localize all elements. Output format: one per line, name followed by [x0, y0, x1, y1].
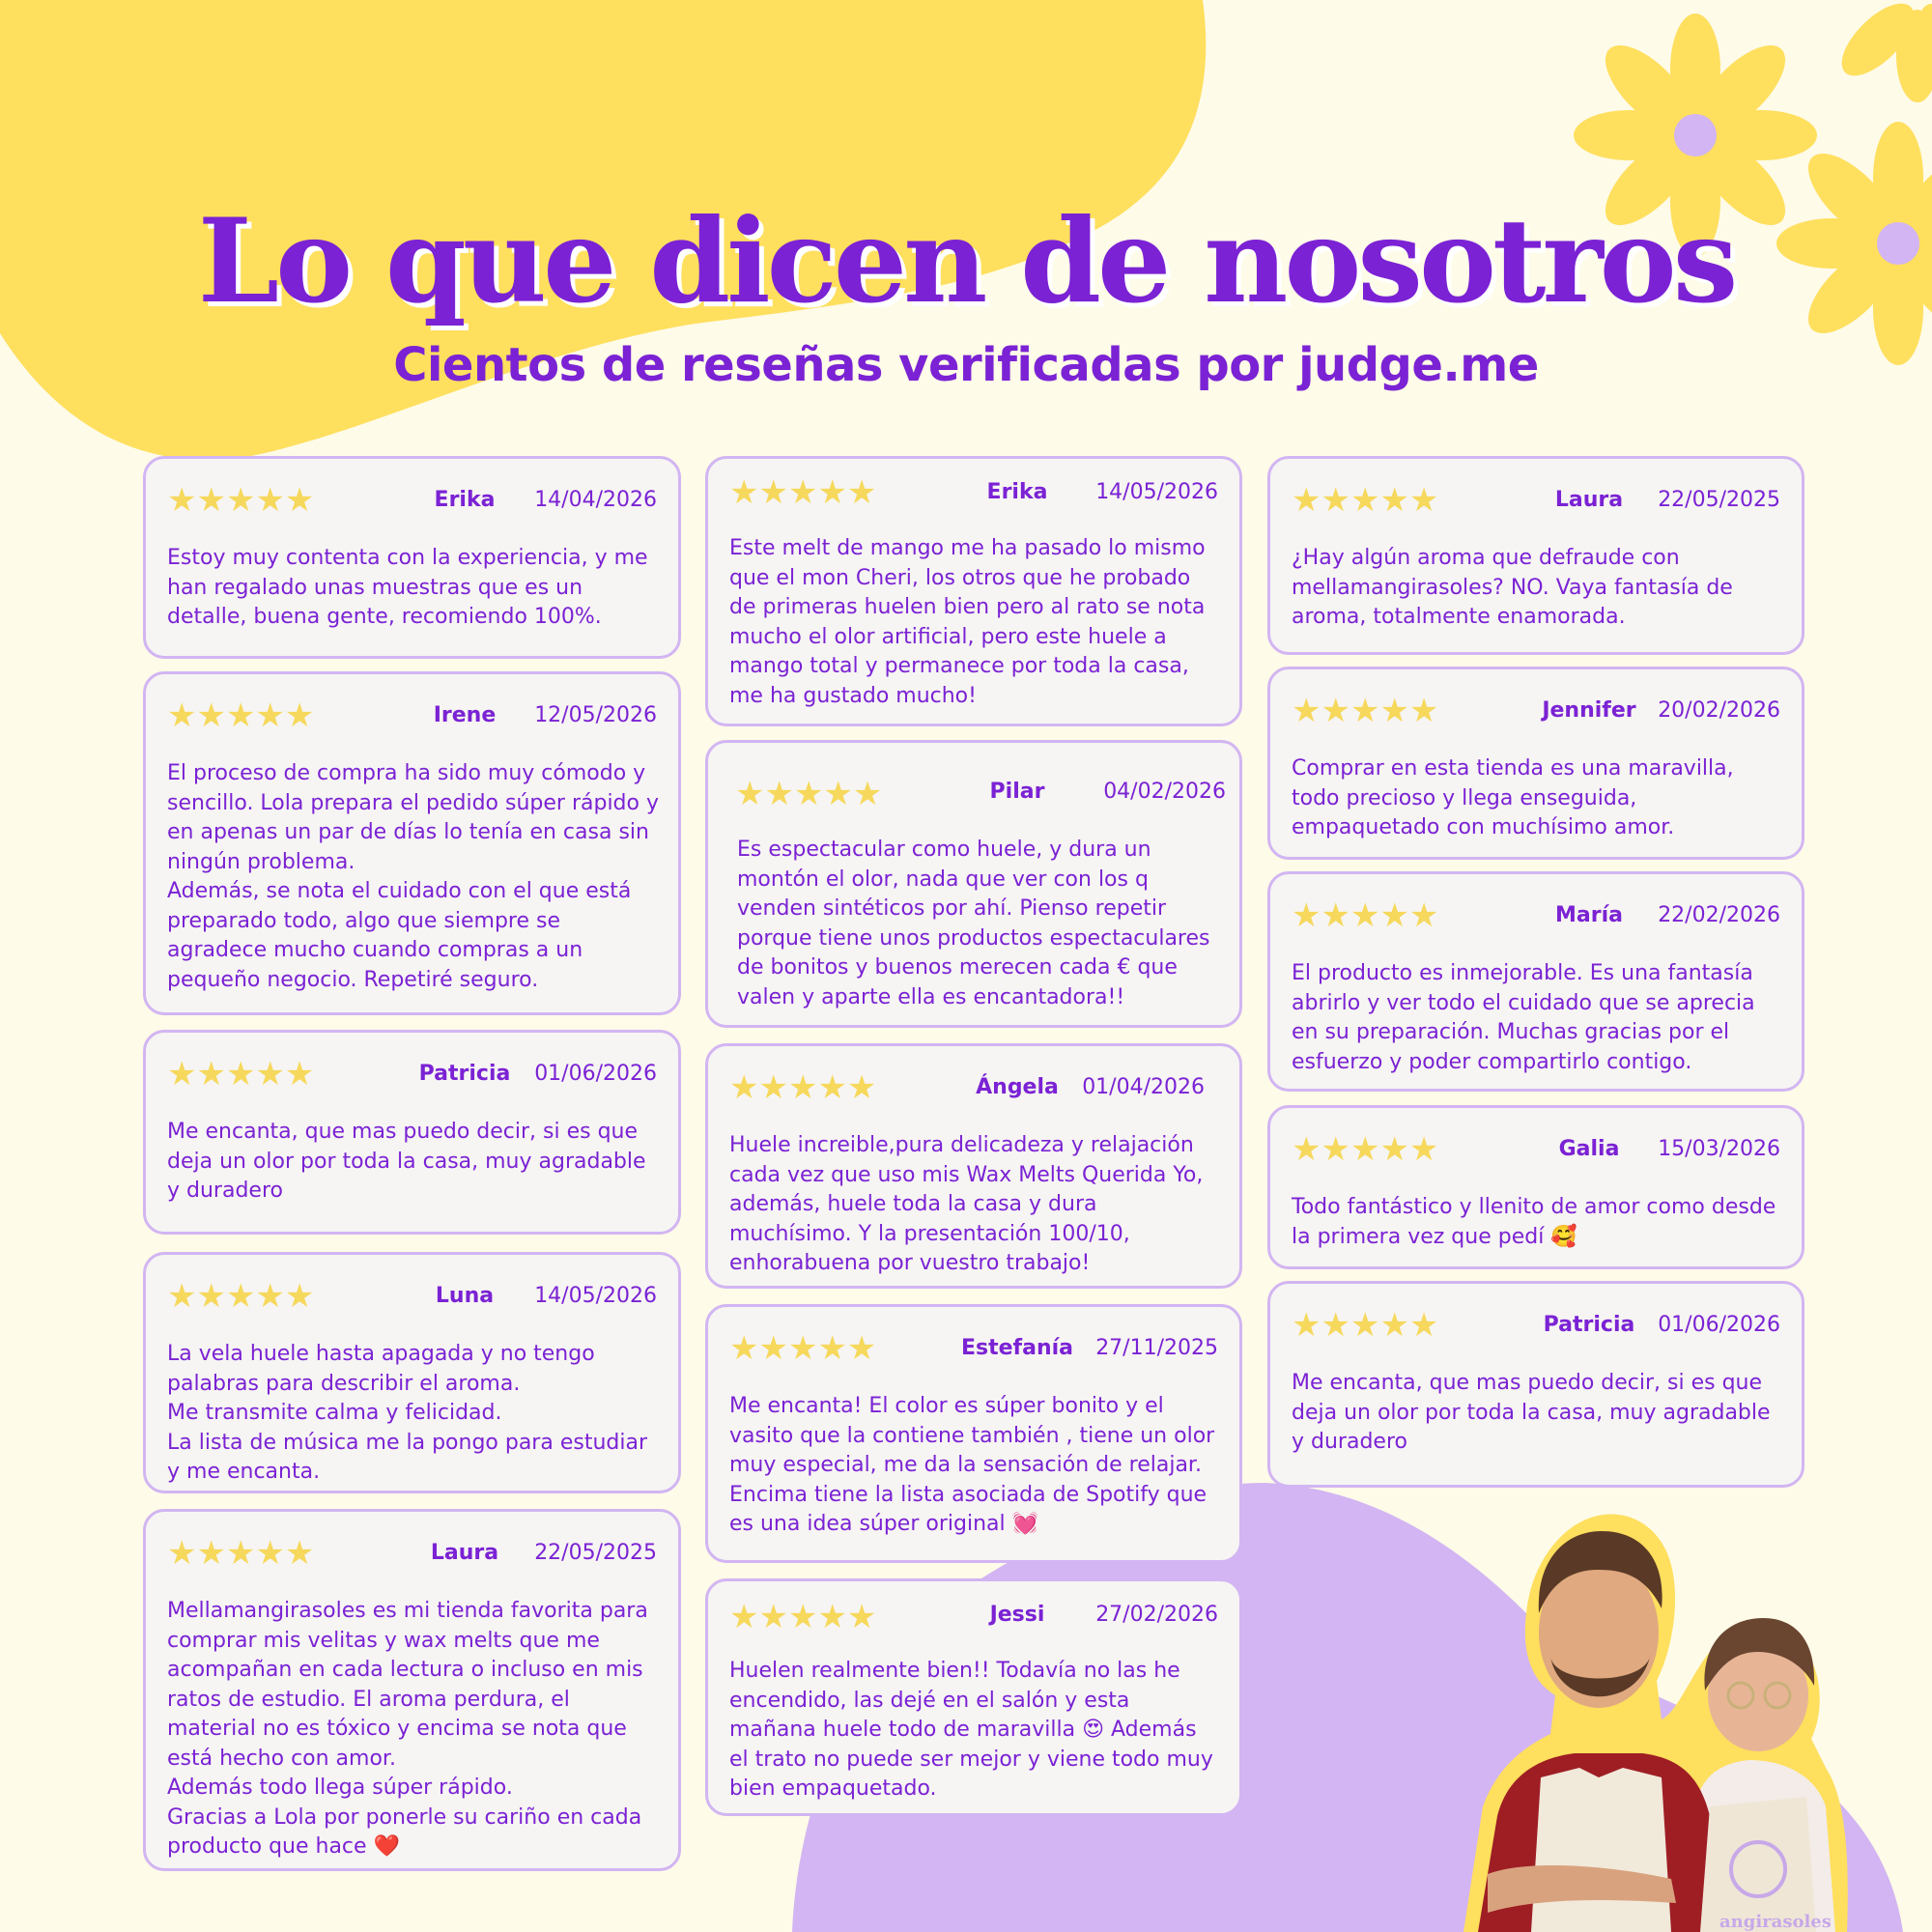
review-text: El producto es inmejorable. Es una fantasía abrirlo y ver todo el cuidado que se aprecia en su preparación. Muchas gracias por el esfuerzo y poder compartirlo contigo.	[1292, 961, 1755, 1074]
review-date: 04/02/2026	[1103, 780, 1226, 804]
review-date: 14/05/2026	[1095, 480, 1218, 504]
review-card	[1267, 1281, 1804, 1488]
review-text: Comprar en esta tienda es una maravilla, todo precioso y llega enseguida, empaquetado con muchísimo amor.	[1292, 756, 1734, 839]
review-text: La vela huele hasta apagada y no tengo palabras para describir el aroma. Me transmite calma y felicidad. La lista de música me la pongo para estudiar y me encanta.	[167, 1342, 647, 1484]
review-card	[143, 1509, 681, 1871]
review-card	[1267, 871, 1804, 1092]
page-title: Lo que dicen de nosotros	[197, 193, 1735, 329]
review-card	[1267, 456, 1804, 655]
reviewer-name: María	[1555, 903, 1623, 927]
star-rating: ★★★★★	[167, 481, 315, 520]
review-date: 20/02/2026	[1658, 698, 1780, 723]
owners-photo	[1352, 1488, 1855, 1932]
star-rating: ★★★★★	[735, 775, 883, 813]
star-rating: ★★★★★	[167, 1277, 315, 1316]
review-date: 22/05/2025	[534, 1541, 657, 1565]
review-card	[705, 1043, 1242, 1289]
review-text: Huelen realmente bien!! Todavía no las he encendido, las dejé en el salón y esta mañana huele todo de maravilla 😍 Además el trato no puede ser mejor y viene todo muy bien empaquetado.	[729, 1659, 1213, 1801]
review-text: Mellamangirasoles es mi tienda favorita para comprar mis velitas y wax melts que me acompañan en cada lectura o incluso en mis ratos de estudio. El aroma perdura, el material no es tóxico y encima se nota que está hecho con amor. Además todo llega súper rápido. Gracias a Lola por ponerle su cariño en cada producto que hace ❤️	[167, 1599, 648, 1859]
review-date: 27/11/2025	[1095, 1336, 1218, 1360]
review-card	[143, 456, 681, 659]
reviewer-name: Estefanía	[960, 1336, 1074, 1360]
review-text: Este melt de mango me ha pasado lo mismo que el mon Cheri, los otros que he probado de primeras huelen bien pero al rato se nota mucho el olor artificial, pero este huele a mango total y permanece por toda la casa, me ha gustado mucho!	[729, 536, 1206, 708]
reviewer-name: Pilar	[989, 780, 1045, 804]
review-card	[705, 1304, 1242, 1563]
reviewer-name: Erika	[986, 480, 1048, 504]
review-date: 15/03/2026	[1658, 1137, 1780, 1161]
review-text: Todo fantástico y llenito de amor como desde la primera vez que pedí 🥰	[1292, 1195, 1776, 1249]
review-text: Es espectacular como huele, y dura un montón el olor, nada que ver con los q venden sintéticos por ahí. Pienso repetir porque tiene unos productos espectaculares de bonitos y buenos merecen cada € que valen y aparte ella es encantadora!!	[737, 838, 1210, 1009]
star-rating: ★★★★★	[167, 1534, 315, 1573]
star-rating: ★★★★★	[729, 1068, 877, 1107]
reviewer-name: Jessi	[989, 1603, 1045, 1627]
review-card	[705, 1578, 1242, 1816]
reviewer-name: Irene	[433, 703, 497, 727]
star-rating: ★★★★★	[1292, 1130, 1439, 1169]
star-rating: ★★★★★	[729, 1598, 877, 1636]
star-rating: ★★★★★	[1292, 1306, 1439, 1345]
review-date: 22/02/2026	[1658, 903, 1780, 927]
star-rating: ★★★★★	[1292, 896, 1439, 935]
review-text: Huele increible,pura delicadeza y relajación cada vez que uso mis Wax Melts Querida Yo, además, huele toda la casa y dura muchísimo. Y la presentación 100/10, enhorabuena por vuestro trabajo!	[729, 1133, 1204, 1275]
reviewer-name: Galia	[1558, 1137, 1620, 1161]
review-card	[705, 740, 1242, 1028]
review-text: Estoy muy contenta con la experiencia, y me han regalado unas muestras que es un detalle, buena gente, recomiendo 100%.	[167, 546, 648, 629]
star-rating: ★★★★★	[729, 1329, 877, 1368]
reviewer-name: Laura	[430, 1541, 499, 1565]
review-text: Me encanta! El color es súper bonito y el vasito que la contiene también , tiene un olor muy especial, me da la sensación de relajar. Encima tiene la lista asociada de Spotify que es una idea súper original 💓	[729, 1394, 1215, 1536]
apron-text: angirasoles	[1719, 1912, 1832, 1932]
review-date: 01/06/2026	[534, 1062, 657, 1086]
review-date: 27/02/2026	[1095, 1603, 1218, 1627]
flower-icon	[1830, 0, 1932, 102]
review-date: 01/06/2026	[1658, 1313, 1780, 1337]
review-card	[705, 456, 1242, 726]
review-date: 12/05/2026	[534, 703, 657, 727]
review-date: 22/05/2025	[1658, 488, 1780, 512]
review-date: 01/04/2026	[1082, 1075, 1205, 1099]
star-rating: ★★★★★	[729, 473, 877, 512]
page-subtitle: Cientos de reseñas verificadas por judge.me	[393, 338, 1539, 392]
reviewer-name: Ángela	[976, 1075, 1059, 1099]
reviewer-name: Laura	[1554, 488, 1624, 512]
review-text: Me encanta, que mas puedo decir, si es que deja un olor por toda la casa, muy agradable y duradero	[167, 1120, 646, 1203]
review-card	[1267, 1105, 1804, 1269]
review-card	[143, 1252, 681, 1493]
reviewer-name: Erika	[434, 488, 496, 512]
reviewer-name: Patricia	[418, 1062, 511, 1086]
review-text: ¿Hay algún aroma que defraude con mellamangirasoles? NO. Vaya fantasía de aroma, totalmente enamorada.	[1292, 546, 1733, 629]
review-text: El proceso de compra ha sido muy cómodo y sencillo. Lola prepara el pedido súper rápido y en apenas un par de días lo tenía en casa sin ningún problema. Además, se nota el cuidado con el que está preparado todo, algo que siempre se agradece mucho cuando compras a un pequeño negocio. Repetiré seguro.	[167, 761, 659, 992]
reviewer-name: Luna	[435, 1284, 495, 1308]
reviewer-name: Patricia	[1543, 1313, 1635, 1337]
review-date: 14/05/2026	[534, 1284, 657, 1308]
review-card	[143, 1030, 681, 1235]
star-rating: ★★★★★	[1292, 481, 1439, 520]
review-date: 14/04/2026	[534, 488, 657, 512]
star-rating: ★★★★★	[1292, 692, 1439, 730]
review-text: Me encanta, que mas puedo decir, si es que deja un olor por toda la casa, muy agradable y duradero	[1292, 1371, 1771, 1454]
star-rating: ★★★★★	[167, 696, 315, 735]
star-rating: ★★★★★	[167, 1055, 315, 1094]
review-card	[1267, 667, 1804, 860]
review-card	[143, 671, 681, 1015]
reviewer-name: Jennifer	[1542, 698, 1636, 723]
